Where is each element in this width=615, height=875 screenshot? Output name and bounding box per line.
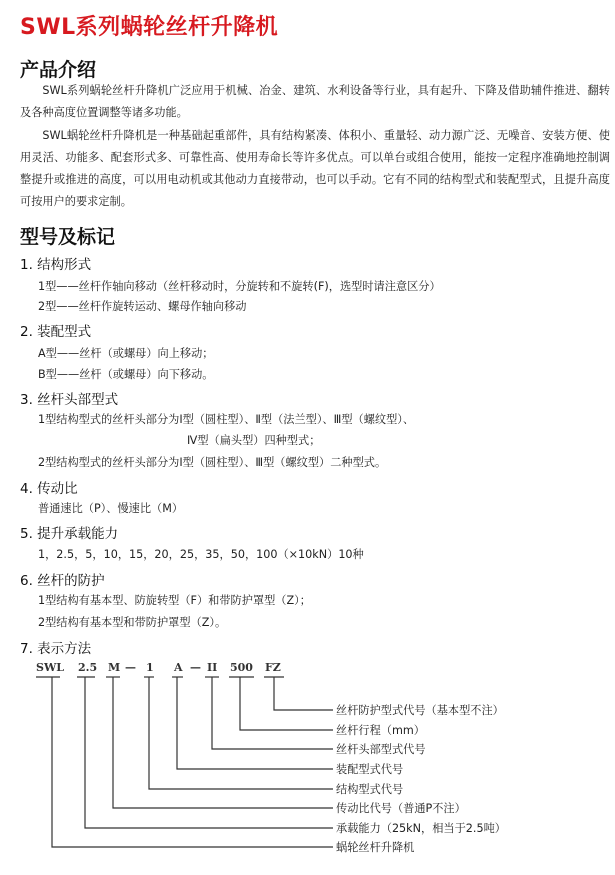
code-head: II bbox=[207, 661, 218, 674]
leader-stroke bbox=[240, 677, 333, 730]
code-assembly: A bbox=[174, 661, 183, 674]
leader-protection bbox=[274, 677, 333, 710]
leader-swl bbox=[52, 677, 333, 847]
screw-head-line-1: 1型结构型式的丝杆头部分为Ⅰ型（圆柱型）、Ⅱ型（法兰型）、Ⅲ型（螺纹型）、 bbox=[38, 413, 415, 426]
label-head-code: 丝杆头部型式代号 bbox=[336, 743, 426, 756]
leader-head bbox=[212, 677, 333, 749]
intro-heading: 产品介绍 bbox=[20, 59, 97, 81]
code-dash: — bbox=[190, 661, 201, 674]
code-swl: SWL bbox=[36, 661, 65, 674]
protection-line-2: 2型结构有基本型和带防护罩型（Z）。 bbox=[38, 616, 227, 629]
protection-line-1: 1型结构有基本型、防旋转型（F）和带防护罩型（Z）； bbox=[38, 594, 311, 607]
label-ratio-code: 传动比代号（普通P不注） bbox=[336, 802, 466, 815]
label-capacity: 承载能力（25kN，相当于2.5吨） bbox=[336, 822, 506, 835]
leader-capacity bbox=[85, 677, 333, 828]
section-screw-head-heading: 3. 丝杆头部型式 bbox=[20, 392, 119, 408]
screw-head-line-3: 2型结构型式的丝杆头部分为Ⅰ型（圆柱型）、Ⅲ型（螺纹型）二种型式。 bbox=[38, 456, 387, 469]
code-dash: — bbox=[125, 661, 136, 674]
ratio-line: 普通速比（P）、慢速比（M） bbox=[38, 502, 184, 515]
code-protection: FZ bbox=[265, 661, 281, 674]
section-protection-heading: 6. 丝杆的防护 bbox=[20, 573, 105, 589]
label-product: 蜗轮丝杆升降机 bbox=[336, 841, 415, 854]
code-ratio: M bbox=[108, 661, 121, 674]
structure-type-2: 2型——丝杆作旋转运动、螺母作轴向移动 bbox=[38, 300, 247, 313]
screw-head-line-2: Ⅳ型（扁头型）四种型式； bbox=[187, 434, 321, 447]
code-structure: 1 bbox=[146, 661, 154, 674]
code-stroke: 500 bbox=[230, 661, 253, 674]
model-heading: 型号及标记 bbox=[20, 226, 116, 248]
label-stroke: 丝杆行程（mm） bbox=[336, 724, 425, 737]
assembly-type-a: A型——丝杆（或螺母）向上移动； bbox=[38, 347, 214, 360]
structure-type-1: 1型——丝杆作轴向移动（丝杆移动时，分旋转和不旋转(F)，选型时请注意区分） bbox=[38, 280, 441, 293]
label-assembly-code: 装配型式代号 bbox=[336, 763, 404, 776]
leader-assembly bbox=[177, 677, 333, 769]
code-capacity: 2.5 bbox=[78, 661, 98, 674]
label-structure-code: 结构型式代号 bbox=[336, 783, 404, 796]
leader-ratio bbox=[113, 677, 333, 808]
section-capacity-heading: 5. 提升承载能力 bbox=[20, 526, 119, 542]
section-ratio-heading: 4. 传动比 bbox=[20, 481, 78, 497]
assembly-type-b: B型——丝杆（或螺母）向下移动。 bbox=[38, 368, 214, 381]
page-title: SWL系列蜗轮丝杆升降机 bbox=[20, 15, 279, 40]
capacity-line: 1，2.5，5，10，15，20，25，35，50，100（×10kN）10种 bbox=[38, 548, 364, 561]
label-protection-code: 丝杆防护型式代号（基本型不注） bbox=[336, 704, 504, 717]
intro-paragraph-1: SWL系列蜗轮丝杆升降机广泛应用于机械、冶金、建筑、水利设备等行业，具有起升、下降及借助辅件推进、翻转及各种高度位置调整等诸多功能。 bbox=[20, 84, 610, 119]
section-notation-heading: 7. 表示方法 bbox=[20, 641, 92, 657]
section-structure-heading: 1. 结构形式 bbox=[20, 257, 92, 273]
section-assembly-heading: 2. 装配型式 bbox=[20, 324, 92, 340]
intro-paragraph-2: SWL蜗轮丝杆升降机是一种基础起重部件，具有结构紧凑、体积小、重量轻、动力源广泛、无噪音、安装方便、使用灵活、功能多、配套形式多、可靠性高、使用寿命长等许多优点。可以单台或组合使用，能按一定程序准确地控制调整提升或推进的高度，可以用电动机或其他动力直接带动，也可以手动。它有不同的结构型式和装配型式，且提升高度可按用户的要求定制。 bbox=[20, 129, 610, 208]
